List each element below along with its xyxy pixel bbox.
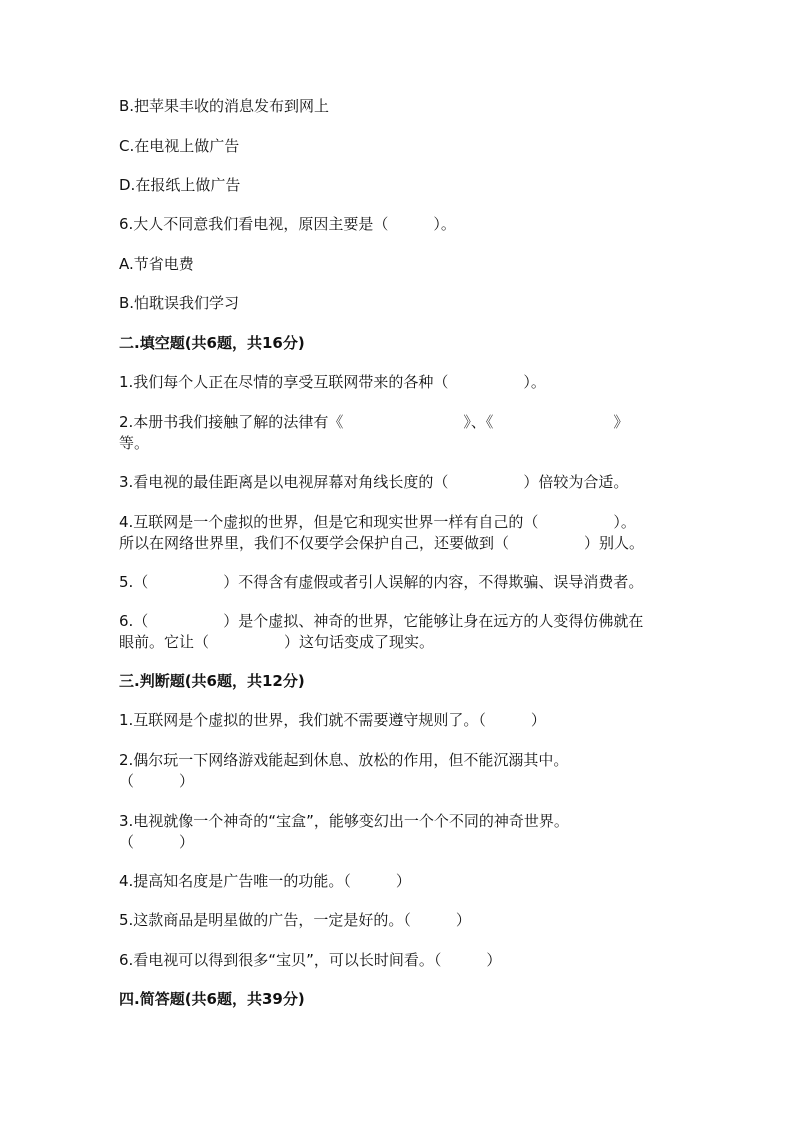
- judge-question-1: 1.互联网是个虚拟的世界，我们就不需要遵守规则了。（ ）: [119, 711, 546, 729]
- fill-question-4-line-1: 4.互联网是一个虚拟的世界，但是它和现实世界一样有自己的（ ）。: [119, 513, 636, 531]
- fill-question-5: 5.（ ）不得含有虚假或者引人误解的内容，不得欺骗、误导消费者。: [119, 573, 644, 591]
- fill-question-3: 3.看电视的最佳距离是以电视屏幕对角线长度的（ ）倍较为合适。: [119, 473, 629, 491]
- judge-question-6: 6.看电视可以得到很多“宝贝”，可以长时间看。（ ）: [119, 951, 502, 969]
- fill-question-2-line-1: 2.本册书我们接触了解的法律有《 》、《 》: [119, 413, 629, 431]
- section-3-heading: 三.判断题(共6题，共12分): [119, 672, 305, 690]
- question-6-option-a: A.节省电费: [119, 255, 194, 273]
- judge-question-3-line-2: （ ）: [119, 833, 195, 851]
- section-4-heading: 四.简答题(共6题，共39分): [119, 990, 305, 1008]
- option-c-tv-ad: C.在电视上做广告: [119, 137, 240, 155]
- question-6-tv: 6.大人不同意我们看电视，原因主要是（ ）。: [119, 215, 456, 233]
- judge-question-2-line-1: 2.偶尔玩一下网络游戏能起到休息、放松的作用，但不能沉溺其中。: [119, 751, 569, 769]
- fill-question-6-line-1: 6.（ ）是个虚拟、神奇的世界，它能够让身在远方的人变得仿佛就在: [119, 612, 644, 630]
- fill-question-2-line-2: 等。: [119, 434, 150, 452]
- judge-question-3-line-1: 3.电视就像一个神奇的“宝盒”，能够变幻出一个个不同的神奇世界。: [119, 812, 569, 830]
- fill-question-4-line-2: 所以在网络世界里，我们不仅要学会保护自己，还要做到（ ）别人。: [119, 534, 645, 552]
- option-b-apple-news: B.把苹果丰收的消息发布到网上: [119, 97, 330, 115]
- judge-question-5: 5.这款商品是明星做的广告，一定是好的。（ ）: [119, 911, 471, 929]
- fill-question-6-line-2: 眼前。它让（ ）这句话变成了现实。: [119, 633, 435, 651]
- judge-question-2-line-2: （ ）: [119, 772, 195, 790]
- judge-question-4: 4.提高知名度是广告唯一的功能。（ ）: [119, 872, 411, 890]
- question-6-option-b: B.怕耽误我们学习: [119, 294, 240, 312]
- section-2-heading: 二.填空题(共6题，共16分): [119, 334, 305, 352]
- option-d-newspaper-ad: D.在报纸上做广告: [119, 176, 241, 194]
- fill-question-1: 1.我们每个人正在尽情的享受互联网带来的各种（ ）。: [119, 373, 546, 391]
